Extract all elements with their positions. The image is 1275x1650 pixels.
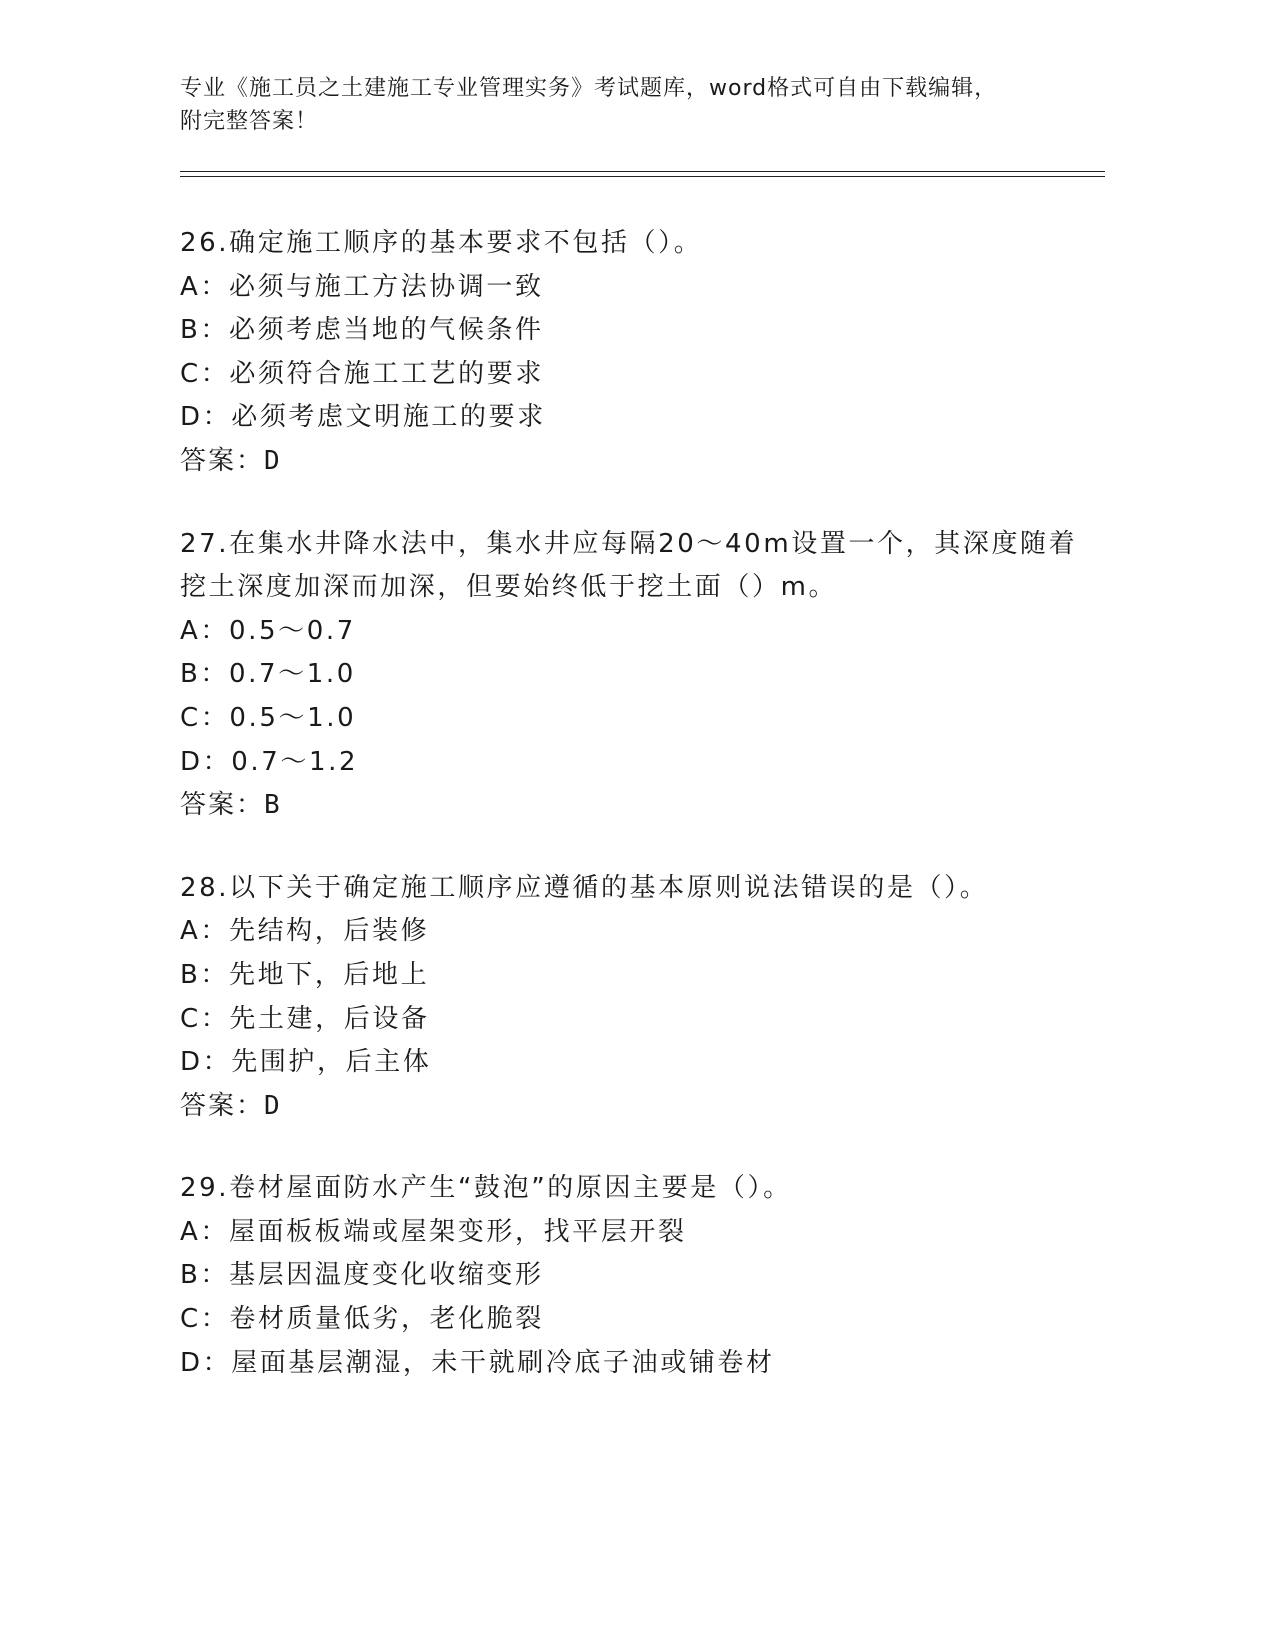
option-d: D：必须考虑文明施工的要求 — [180, 402, 546, 433]
option-c: C：必须符合施工工艺的要求 — [180, 358, 544, 389]
answer-value: D — [264, 445, 282, 476]
option-d: D：先围护，后主体 — [180, 1047, 432, 1078]
answer-label: 答案： — [180, 790, 265, 821]
option-b: B：基层因温度变化收缩变形 — [180, 1260, 544, 1291]
answer-value: D — [264, 1090, 282, 1121]
option-c: C：0.5～1.0 — [180, 702, 357, 733]
question-stem: 27.在集水井降水法中，集水井应每隔20～40m设置一个，其深度随着 — [180, 528, 1078, 559]
header-divider-top — [180, 171, 1105, 172]
answer-line — [180, 440, 1100, 484]
answer-line — [180, 784, 1100, 828]
document-header — [180, 72, 1080, 138]
question-27 — [180, 523, 1100, 828]
option-a: A：先结构，后装修 — [180, 916, 430, 947]
option-b: B：先地下，后地上 — [180, 959, 430, 990]
answer-label: 答案： — [180, 1090, 265, 1121]
option-a: A：必须与施工方法协调一致 — [180, 271, 544, 302]
question-26 — [180, 222, 1100, 484]
question-list — [180, 222, 1100, 1424]
question-28 — [180, 867, 1100, 1129]
answer-value: B — [264, 790, 282, 821]
question-stem: 28.以下关于确定施工顺序应遵循的基本原则说法错误的是（）。 — [180, 872, 989, 903]
header-divider-bottom — [180, 176, 1105, 177]
header-line-1: 专业《施工员之土建施工专业管理实务》考试题库，word格式可自由下载编辑， — [180, 76, 998, 101]
option-d: D：0.7～1.2 — [180, 746, 359, 777]
question-29 — [180, 1167, 1100, 1385]
option-c: C：先土建，后设备 — [180, 1003, 430, 1034]
question-stem: 26.确定施工顺序的基本要求不包括（）。 — [180, 228, 703, 258]
option-b: B：必须考虑当地的气候条件 — [180, 315, 544, 346]
answer-line — [180, 1085, 1100, 1129]
option-c: C：卷材质量低劣，老化脆裂 — [180, 1304, 544, 1335]
header-line-2: 附完整答案！ — [180, 109, 319, 134]
question-stem-continued: 挖土深度加深而加深，但要始终低于挖土面（）m。 — [180, 572, 838, 603]
option-d: D：屋面基层潮湿，未干就刷冷底子油或铺卷材 — [180, 1347, 775, 1378]
option-b: B：0.7～1.0 — [180, 659, 356, 690]
option-a: A：屋面板板端或屋架变形，找平层开裂 — [180, 1216, 687, 1247]
question-stem: 29.卷材屋面防水产生“鼓泡”的原因主要是（）。 — [180, 1173, 792, 1204]
answer-label: 答案： — [180, 445, 265, 476]
option-a: A：0.5～0.7 — [180, 615, 356, 646]
